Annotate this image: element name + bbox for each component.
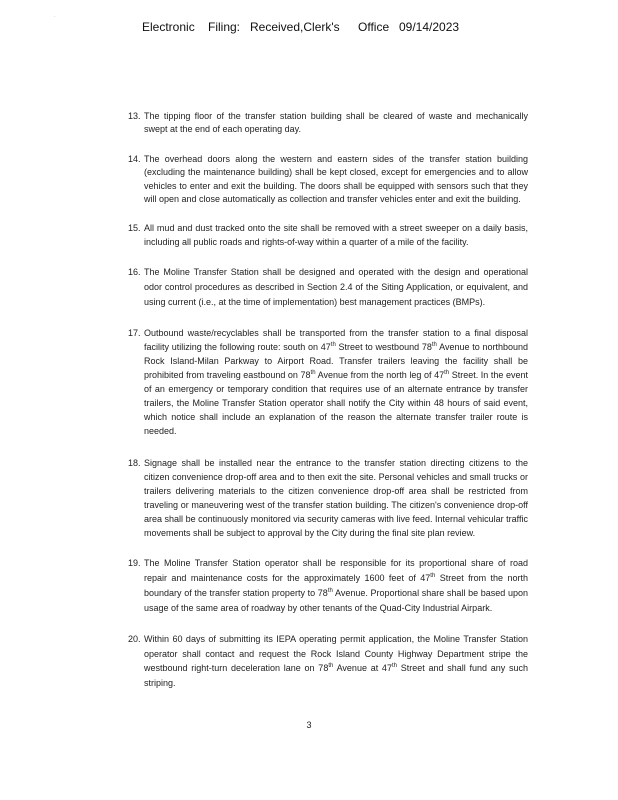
list-item-18 — [128, 456, 528, 540]
list-item-15 — [128, 222, 528, 249]
list-item-14 — [128, 153, 528, 207]
item-number: 13. — [128, 111, 141, 121]
scan-mark: · — [54, 14, 56, 20]
header-electronic: Electronic — [142, 20, 195, 34]
header-received: Received,Clerk's — [250, 20, 340, 34]
item-text: Signage shall be installed near the entrance to the transfer station directing citizens to the citizen convenience drop-off area and to then exit the site. Personal vehicles and small trucks or trailers delivering materials to the citizen convenience drop-off area shall be restricted from traveling or maneuvering west of the transfer station building. The citizen's convenience drop-off area shall be continuously monitored via security cameras with live feed. Internal vehicular traffic movements shall be subject to approval by the City during the final site plan review. — [144, 458, 528, 539]
item-number: 18. — [128, 458, 141, 469]
header-date: 09/14/2023 — [399, 20, 460, 34]
item-number: 20. — [128, 634, 141, 645]
list-item-16 — [128, 265, 528, 310]
item-number: 14. — [128, 153, 141, 164]
conditions-list — [128, 110, 528, 690]
item-number: 15. — [128, 223, 141, 234]
list-item-20 — [128, 632, 528, 690]
item-text: All mud and dust tracked onto the site shall be removed with a street sweeper on a daily basis, including all public roads and rights-of-way within a quarter of a mile of the facility. — [144, 223, 528, 247]
header-filing: Filing: — [208, 20, 241, 34]
page-number: 3 — [306, 720, 312, 730]
filing-stamp-header — [0, 20, 618, 38]
header-office: Office — [358, 20, 390, 34]
list-item-19 — [128, 556, 528, 616]
item-text: The overhead doors along the western and eastern sides of the transfer station building (excluding the maintenance building) shall be kept closed, except for emergencies and to allow vehicles to enter and exit the building. The doors shall be equipped with sensors such that they will open and close automatically as collection and transfer vehicles enter and exit the building. — [144, 153, 528, 205]
item-text: Within 60 days of submitting its IEPA operating permit application, the Moline Transfer Station operator shall contact and request the Rock Island County Highway Department stripe the westbound right-turn deceleration lane on 78th Avenue at 47th Street and shall fund any such striping. — [144, 634, 528, 688]
list-item-13 — [128, 110, 528, 137]
item-text: Outbound waste/recyclables shall be transported from the transfer station to a final disposal facility utilizing the following route: south on 47th Street to westbound 78th Avenue to northbound Rock Island-Milan Parkway to Airport Road. Transfer trailers leaving the facility shall be prohibited from traveling eastbound on 78th Avenue from the north leg of 47th Street. In the event of an emergency or temporary condition that requires use of an alternate entrance by transfer trailers, the Moline Transfer Station operator shall notify the City within 48 hours of said event, which notice shall include an explanation of the reason the alternate transfer trailer route is needed. — [144, 328, 529, 437]
item-text: The Moline Transfer Station operator shall be responsible for its proportional share of road repair and maintenance costs for the approximately 1600 feet of 47th Street from the north boundary of the transfer station property to 78th Avenue. Proportional share shall be based upon usage of the same area of roadway by other tenants of the Quad-City Industrial Airpark. — [144, 558, 528, 614]
item-number: 19. — [128, 558, 141, 569]
item-number: 16. — [128, 267, 141, 278]
item-text: The tipping floor of the transfer station building shall be cleared of waste and mechanically swept at the end of each operating day. — [144, 111, 528, 135]
item-number: 17. — [128, 328, 141, 339]
list-item-17 — [128, 326, 528, 438]
item-text: The Moline Transfer Station shall be designed and operated with the design and operational odor control procedures as described in Section 2.4 of the Siting Application, or equivalent, and using current (i.e., at the time of implementation) best management practices (BMPs). — [144, 267, 528, 308]
